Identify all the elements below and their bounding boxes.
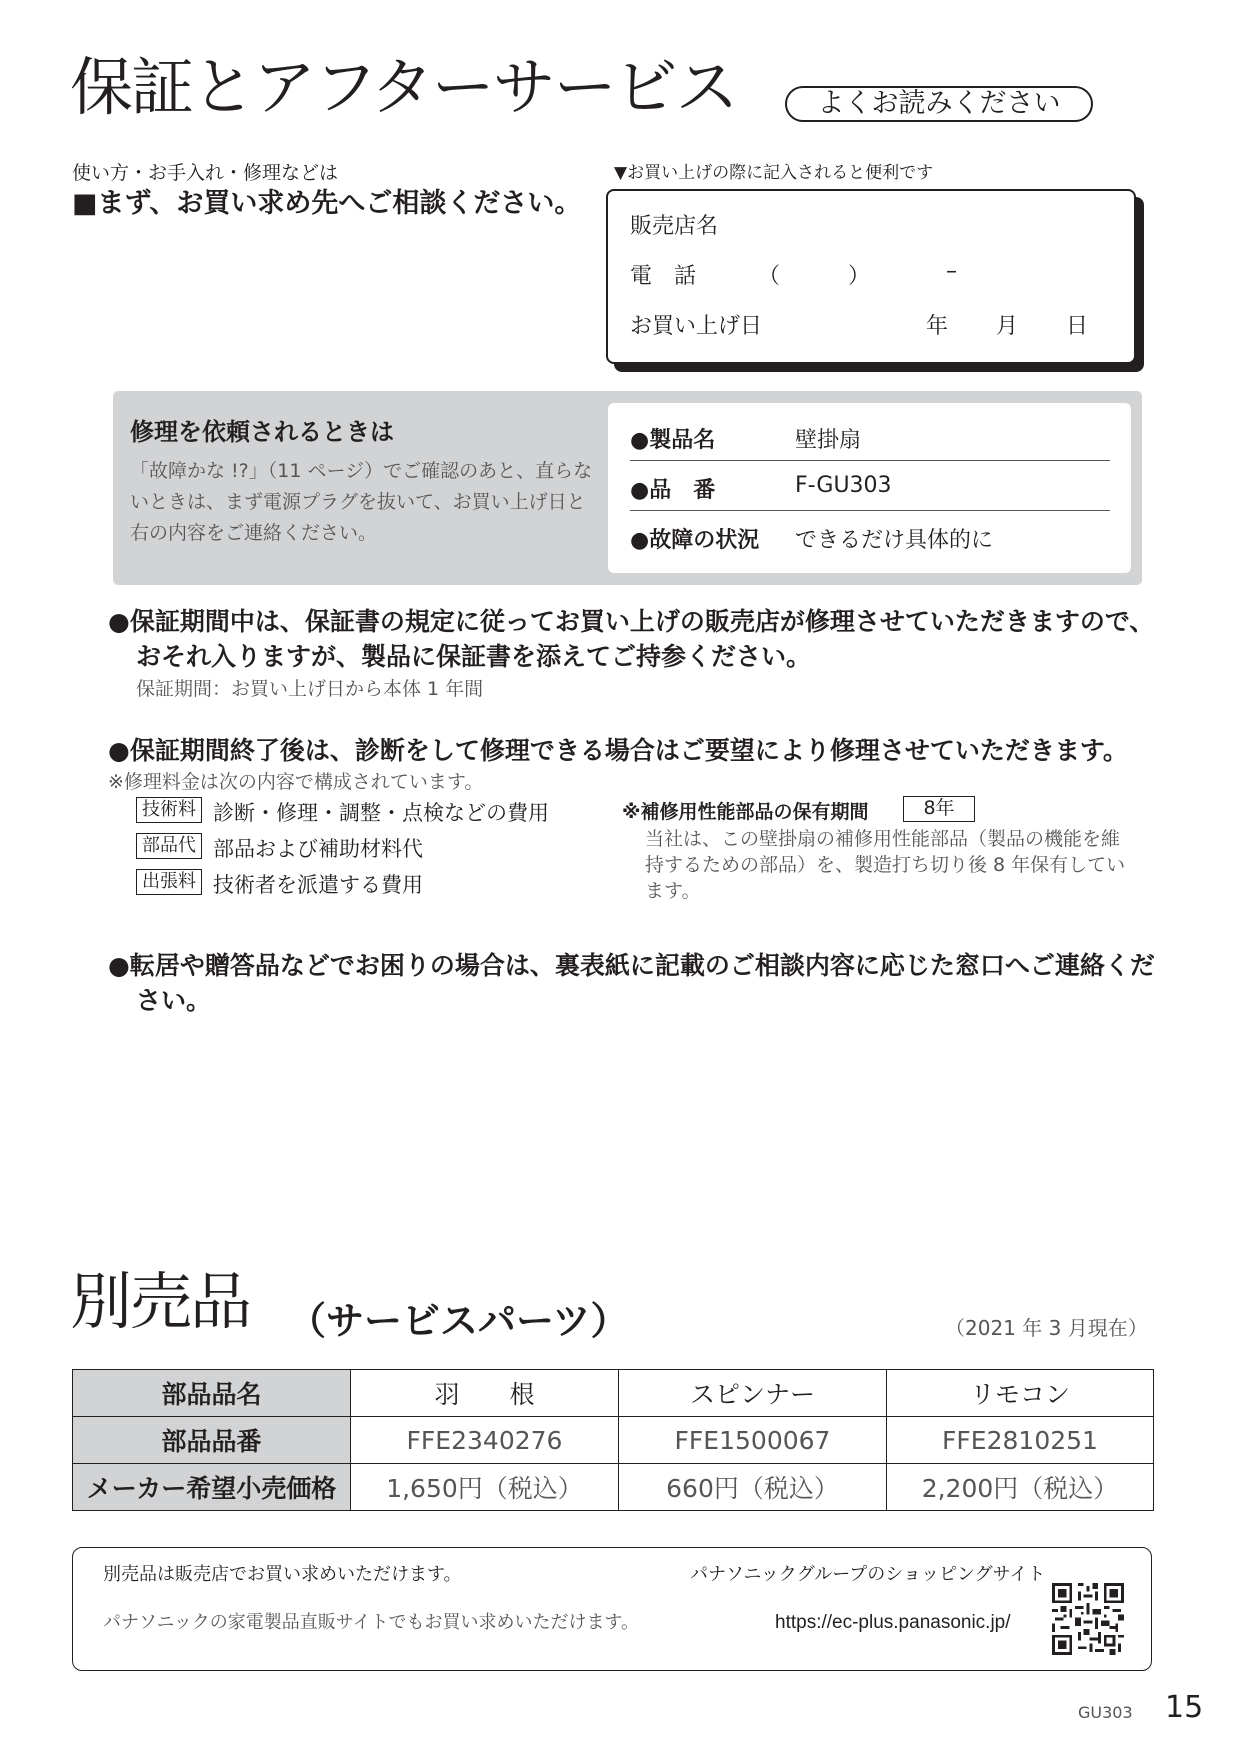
memo-month: 月 — [996, 314, 1019, 339]
fee-desc-visit: 技術者を派遣する費用 — [213, 873, 423, 897]
fee-tag-visit: 出張料 — [136, 869, 202, 895]
parts-retention-label: ※補修用性能部品の保有期間 — [622, 801, 869, 823]
parts-subtitle: （サービスパーツ） — [288, 1299, 629, 1343]
product-number-label: ●品 番 — [630, 478, 716, 503]
product-name-row — [630, 413, 1110, 461]
product-name-label: ●製品名 — [630, 428, 716, 453]
first-contact-lead: ■まず、お買い求め先へご相談ください。 — [72, 188, 582, 219]
memo-year: 年 — [926, 314, 949, 339]
shop-site-label: パナソニックグループのショッピングサイト — [690, 1564, 1046, 1585]
table-row — [73, 1417, 1154, 1464]
warranty-period-note: 保証期間：お買い上げ日から本体 1 年間 — [136, 678, 484, 700]
repair-info-card — [608, 403, 1131, 573]
parts-title: 別売品 — [70, 1265, 251, 1338]
part-name-spinner: スピンナー — [619, 1370, 887, 1417]
repair-request-title: 修理を依頼されるときは — [130, 418, 394, 446]
parts-retention-value: 8年 — [903, 796, 975, 822]
table-row — [73, 1370, 1154, 1417]
part-price-blade: 1,650円（税込） — [351, 1464, 619, 1511]
part-name-remote: リモコン — [887, 1370, 1154, 1417]
purchase-memo-box — [606, 189, 1136, 364]
row-header-code: 部品品番 — [73, 1417, 351, 1464]
part-price-spinner: 660円（税込） — [619, 1464, 887, 1511]
moving-bullet: ●転居や贈答品などでお困りの場合は、裏表紙に記載のご相談内容に応じた窓口へご連絡ください。 — [108, 951, 1155, 1015]
warranty-period-bullet: ●保証期間中は、保証書の規定に従ってお買い上げの販売店が修理させていただきますので、おそれ入りますが、製品に保証書を添えてご持参ください。 — [108, 607, 1155, 671]
part-name-blade: 羽 根 — [351, 1370, 619, 1417]
memo-phone-dash: – — [946, 259, 957, 284]
fault-status-row — [630, 513, 1110, 561]
first-contact-intro: 使い方・お手入れ・修理などは — [72, 162, 339, 184]
qr-code-icon[interactable] — [1052, 1583, 1124, 1655]
parts-retention-text: 当社は、この壁掛扇の補修用性能部品（製品の機能を維持するための部品）を、製造打ち切り後 8 年保有しています。 — [645, 828, 1126, 902]
memo-phone-label: 電 話 — [630, 264, 697, 289]
shop-url-link[interactable]: https://ec-plus.panasonic.jp/ — [775, 1612, 1011, 1633]
part-price-remote: 2,200円（税込） — [887, 1464, 1154, 1511]
product-name-value: 壁掛扇 — [795, 428, 862, 453]
fee-tag-technical: 技術料 — [136, 797, 202, 823]
after-warranty-bullet: ●保証期間終了後は、診断をして修理できる場合はご要望により修理させていただきます。 — [108, 736, 1128, 765]
model-code: GU303 — [1078, 1703, 1133, 1722]
row-header-name: 部品品名 — [73, 1370, 351, 1417]
fault-status-label: ●故障の状況 — [630, 528, 760, 553]
shop-online-note: パナソニックの家電製品直販サイトでもお買い求めいただけます。 — [103, 1612, 640, 1633]
repair-fee-note: ※修理料金は次の内容で構成されています。 — [108, 771, 484, 793]
product-number-value: F-GU303 — [795, 473, 892, 498]
parts-as-of: （2021 年 3 月現在） — [945, 1316, 1148, 1340]
table-row — [73, 1464, 1154, 1511]
shop-store-note: 別売品は販売店でお買い求めいただけます。 — [103, 1564, 462, 1585]
memo-store-label: 販売店名 — [630, 214, 719, 239]
repair-request-body: 「故障かな !?」（11 ページ）でご確認のあと、直らないときは、まず電源プラグを抜いて、お買い上げ日と右の内容をご連絡ください。 — [130, 460, 593, 544]
parts-table — [72, 1369, 1154, 1511]
fee-desc-technical: 診断・修理・調整・点検などの費用 — [213, 801, 549, 825]
fee-tag-parts: 部品代 — [136, 833, 202, 859]
product-number-row — [630, 463, 1110, 511]
part-code-spinner: FFE1500067 — [619, 1417, 887, 1464]
page-number: 15 — [1165, 1690, 1204, 1725]
part-code-blade: FFE2340276 — [351, 1417, 619, 1464]
memo-date-label: お買い上げ日 — [630, 314, 763, 339]
memo-phone-paren-close: ） — [848, 264, 871, 289]
part-code-remote: FFE2810251 — [887, 1417, 1154, 1464]
read-carefully-badge: よくお読みください — [785, 86, 1093, 122]
row-header-price: メーカー希望小売価格 — [73, 1464, 351, 1511]
fee-desc-parts: 部品および補助材料代 — [213, 837, 423, 861]
page-title: 保証とアフターサービス — [70, 51, 737, 124]
memo-phone-paren-open: （ — [758, 264, 781, 289]
memo-note: ▼お買い上げの際に記入されると便利です — [614, 163, 934, 183]
fault-status-value: できるだけ具体的に — [795, 528, 994, 553]
memo-day: 日 — [1066, 314, 1089, 339]
